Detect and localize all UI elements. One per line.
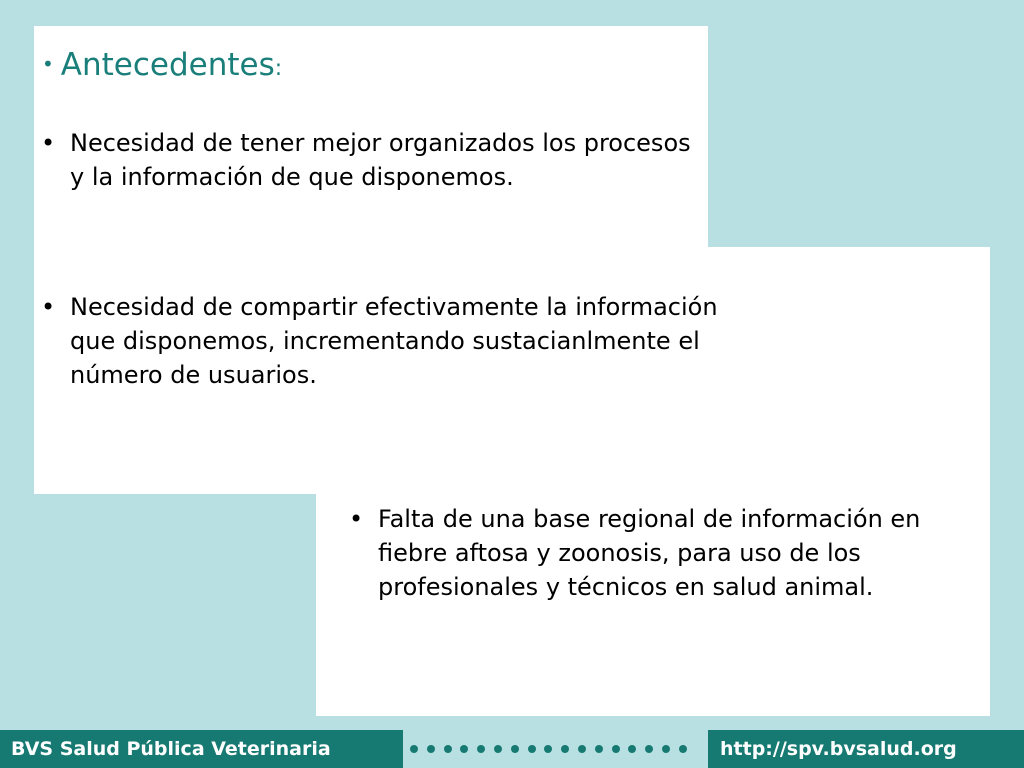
footer-dot (645, 745, 653, 753)
footer-dot (612, 745, 620, 753)
footer-dot (662, 745, 670, 753)
footer-dot (444, 745, 452, 753)
footer-dot (410, 745, 418, 753)
bullet-text: Necesidad de tener mejor organizados los procesos y la información de que disponemos. (70, 129, 691, 191)
footer-dot (494, 745, 502, 753)
heading-text: Antecedentes (60, 47, 275, 83)
footer-dot (511, 745, 519, 753)
bullet-mark: • (41, 129, 56, 157)
footer-dot (460, 745, 468, 753)
heading-colon: : (274, 56, 283, 81)
bullet-text: Necesidad de compartir efectivamente la información que disponemos, incrementando sustacianlmente el número de usuarios. (70, 293, 718, 389)
footer-dot (561, 745, 569, 753)
heading-bullet: • (42, 52, 54, 76)
bullet-item (41, 126, 691, 194)
footer-site-name: BVS Salud Pública Veterinaria (0, 730, 403, 768)
content-panel-right (708, 247, 990, 494)
footer-dot (528, 745, 536, 753)
footer-dot (427, 745, 435, 753)
bullet-item (41, 290, 731, 392)
footer-url[interactable]: http://spv.bvsalud.org (708, 730, 1024, 768)
footer-dot (477, 745, 485, 753)
content-panel-top (34, 26, 708, 494)
footer-dot (544, 745, 552, 753)
bullet-item (349, 502, 969, 604)
bullet-mark: • (349, 505, 364, 533)
footer-dot (578, 745, 586, 753)
bullet-text: Falta de una base regional de información en fiebre aftosa y zoonosis, para uso de los profesionales y técnicos en salud animal. (378, 505, 921, 601)
footer-dot (595, 745, 603, 753)
footer-dot (628, 745, 636, 753)
slide-heading (42, 44, 282, 89)
footer-dot (679, 745, 687, 753)
bullet-mark: • (41, 293, 56, 321)
footer-dot-divider (410, 745, 700, 755)
